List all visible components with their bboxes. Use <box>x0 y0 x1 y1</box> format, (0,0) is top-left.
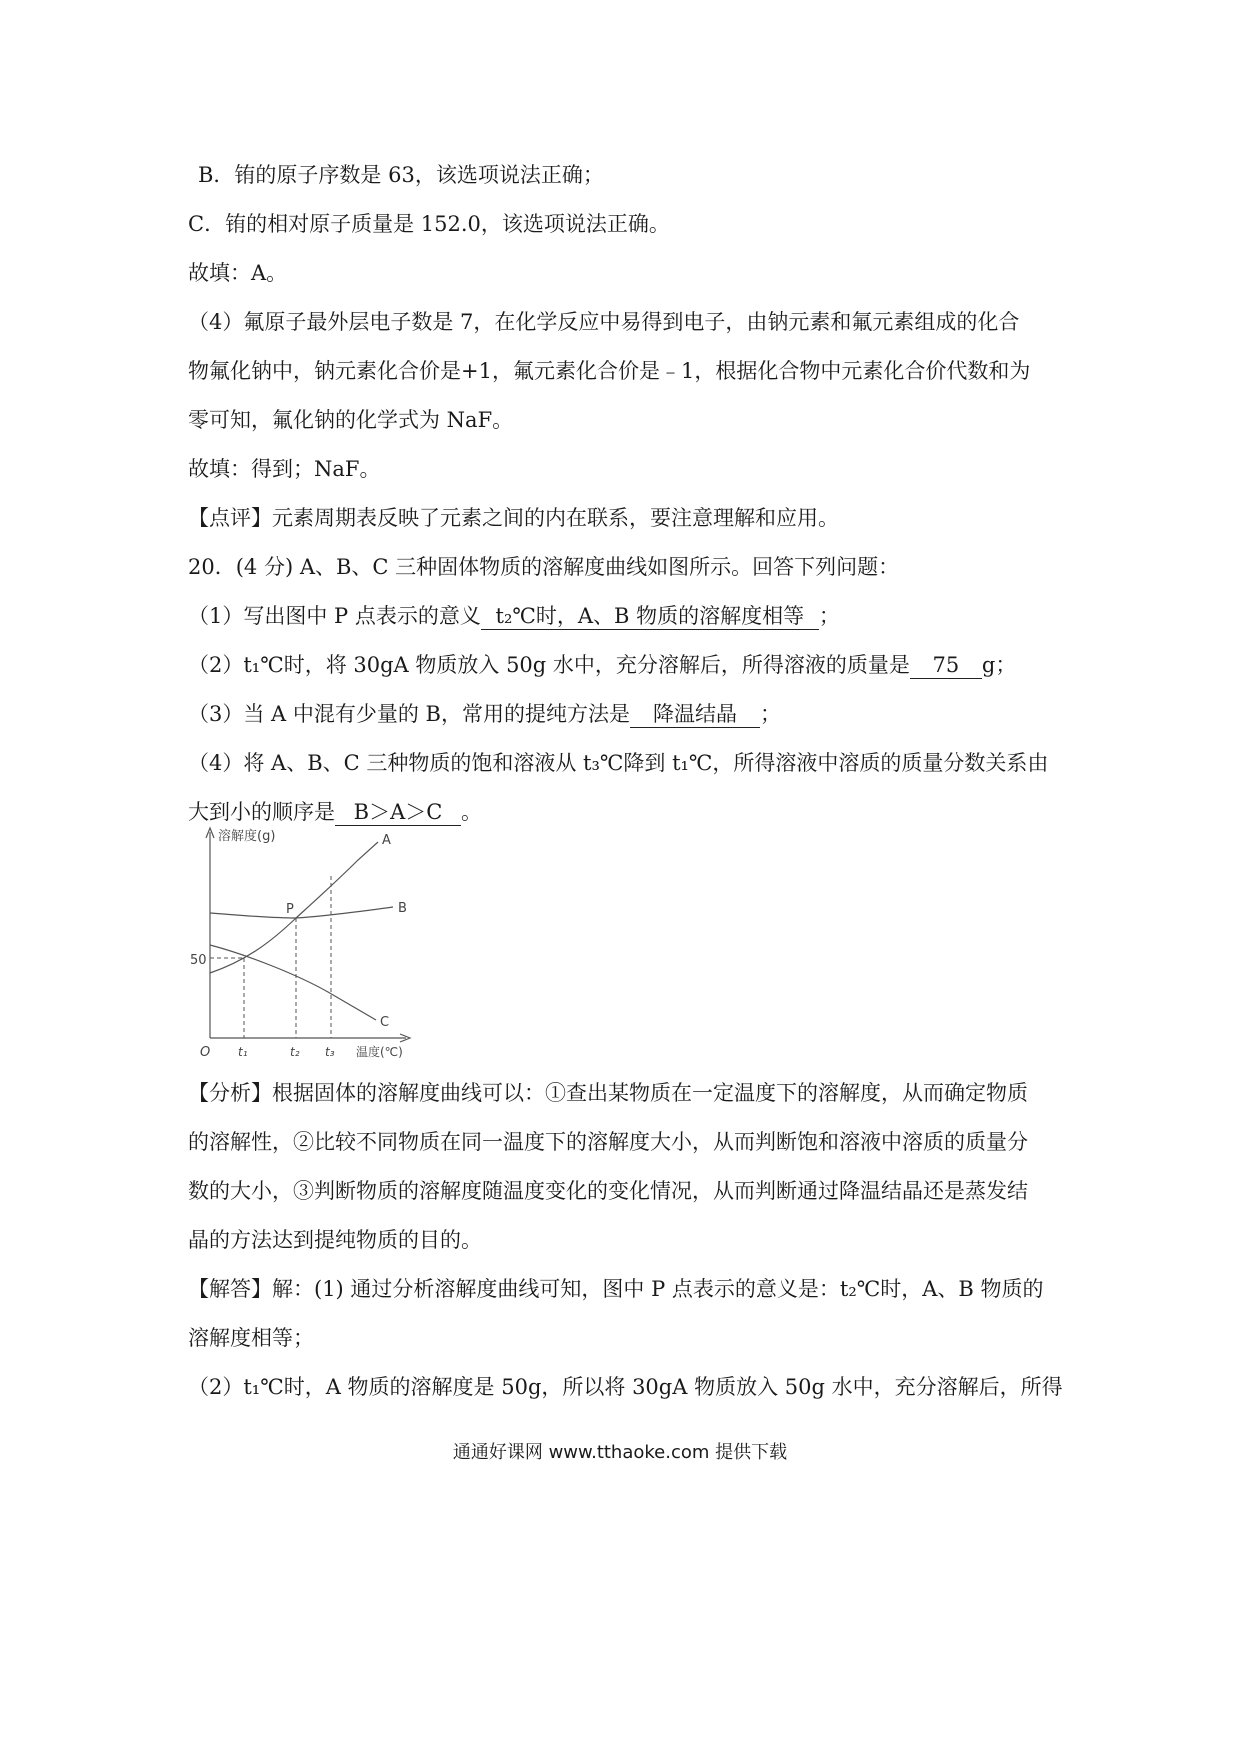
solubility-graph <box>188 820 428 1065</box>
question-1 <box>188 601 840 631</box>
text-line: 故填：得到；NaF。 <box>188 457 381 481</box>
curve-a-label: A <box>382 833 391 848</box>
question-2-end: g； <box>981 653 1017 677</box>
text-line: 物氟化钠中，钠元素化合价是+1，氟元素化合价是﹣1，根据化合物中元素化合价代数和为 <box>188 359 1031 383</box>
x-axis-label: 温度(℃) <box>356 1045 403 1059</box>
solution-line: 溶解度相等； <box>188 1326 314 1350</box>
x-tick-t2: t₂ <box>290 1045 300 1059</box>
comment-line: 【点评】元素周期表反映了元素之间的内在联系，要注意理解和应用。 <box>188 506 839 530</box>
analysis-line: 数的大小，③判断物质的溶解度随温度变化的变化情况，从而判断通过降温结晶还是蒸发结 <box>188 1179 1028 1203</box>
analysis-line: 的溶解性，②比较不同物质在同一温度下的溶解度大小，从而判断饱和溶液中溶质的质量分 <box>188 1130 1028 1154</box>
analysis-line: 【分析】根据固体的溶解度曲线可以：①查出某物质在一定温度下的溶解度，从而确定物质 <box>188 1081 1028 1105</box>
question-4-end: 。 <box>461 800 482 824</box>
origin-label: O <box>200 1045 211 1060</box>
y-axis-label: 溶解度(g) <box>218 829 276 844</box>
question-1-text: （1）写出图中 P 点表示的意义 <box>188 604 481 628</box>
point-p-label: P <box>286 902 294 917</box>
question-2-answer: 75 <box>910 652 982 679</box>
question-1-end: ； <box>818 604 840 628</box>
question-4: （4）将 A、B、C 三种物质的饱和溶液从 t₃℃降到 t₁℃，所得溶液中溶质的质量分数关系由 <box>188 751 1049 775</box>
solution-line: 【解答】解：(1) 通过分析溶解度曲线可知，图中 P 点表示的意义是：t₂℃时，A、B 物质的 <box>188 1277 1044 1301</box>
question-3-end: ； <box>759 702 781 726</box>
question-3 <box>188 699 781 729</box>
text-line: B．铕的原子序数是 63，该选项说法正确； <box>198 163 604 187</box>
question-3-text: （3）当 A 中混有少量的 B，常用的提纯方法是 <box>188 702 630 726</box>
analysis-line: 晶的方法达到提纯物质的目的。 <box>188 1228 482 1252</box>
question-title: 20．(4 分) A、B、C 三种固体物质的溶解度曲线如图所示。回答下列问题： <box>188 555 900 579</box>
text-line: 零可知，氟化钠的化学式为 NaF。 <box>188 408 514 432</box>
question-2-text: （2）t₁℃时，将 30gA 物质放入 50g 水中，充分溶解后，所得溶液的质量是 <box>188 653 910 677</box>
y-tick-50: 50 <box>190 953 207 968</box>
curve-c-label: C <box>380 1015 390 1030</box>
curve-c <box>210 945 376 1020</box>
solution-line: （2）t₁℃时，A 物质的溶解度是 50g，所以将 30gA 物质放入 50g 水中，充分溶解后，所得 <box>188 1375 1063 1399</box>
text-line: C．铕的相对原子质量是 152.0，该选项说法正确。 <box>188 212 670 236</box>
question-4-text: 大到小的顺序是 <box>188 800 335 824</box>
question-1-answer: t₂℃时，A、B 物质的溶解度相等 <box>481 603 819 630</box>
x-tick-t3: t₃ <box>325 1045 335 1059</box>
curve-b-label: B <box>398 901 407 916</box>
question-2 <box>188 650 1016 680</box>
page-footer: 通通好课网 www.tthaoke.com 提供下载 <box>452 1442 788 1463</box>
x-tick-t1: t₁ <box>238 1045 248 1059</box>
question-3-answer: 降温结晶 <box>630 701 760 728</box>
text-line: 故填：A。 <box>188 261 288 285</box>
curve-a <box>210 842 378 973</box>
text-line: （4）氟原子最外层电子数是 7，在化学反应中易得到电子，由钠元素和氟元素组成的化合 <box>188 310 1020 334</box>
question-4-answer: B＞A＞C <box>335 799 461 826</box>
